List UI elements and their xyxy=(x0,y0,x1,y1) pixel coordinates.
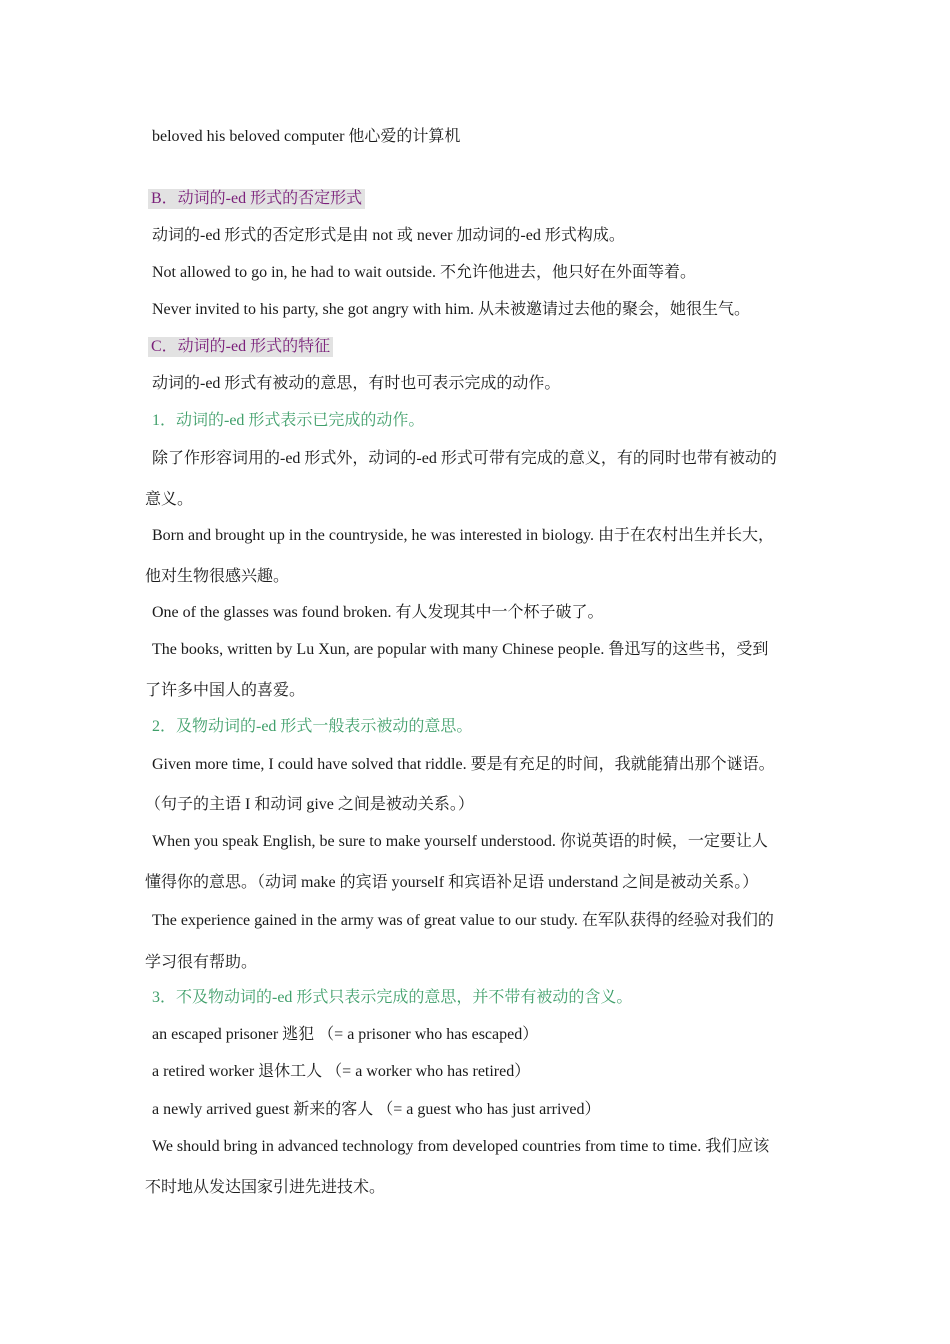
section-heading-c: C．动词的-ed 形式的特征 xyxy=(148,337,333,357)
text-line: 除了作形容词用的-ed 形式外，动词的-ed 形式可带有完成的意义，有的同时也带有被动的 xyxy=(152,450,777,467)
subheading-2: 2．及物动词的-ed 形式一般表示被动的意思。 xyxy=(152,718,473,735)
text-line: 了许多中国人的喜爱。 xyxy=(145,682,306,699)
text-line: 动词的-ed 形式有被动的意思，有时也可表示完成的动作。 xyxy=(152,375,561,392)
text-line: When you speak English, be sure to make yourself understood. 你说英语的时候，一定要让人 xyxy=(152,833,768,850)
text-line: an escaped prisoner 逃犯 （= a prisoner who has escaped） xyxy=(152,1026,539,1043)
text-line: Never invited to his party, she got angry with him. 从未被邀请过去他的聚会，她很生气。 xyxy=(152,301,751,318)
subheading-1: 1．动词的-ed 形式表示已完成的动作。 xyxy=(152,412,425,429)
text-line: 意义。 xyxy=(145,491,194,508)
text-line: a newly arrived guest 新来的客人 （= a guest who has just arrived） xyxy=(152,1101,601,1118)
text-line: We should bring in advanced technology from developed countries from time to time. 我们应该 xyxy=(152,1138,770,1155)
text-line: （句子的主语 I 和动词 give 之间是被动关系。） xyxy=(145,796,474,813)
text-line: 学习很有帮助。 xyxy=(145,954,258,971)
text-line: Given more time, I could have solved that riddle. 要是有充足的时间，我就能猜出那个谜语。 xyxy=(152,756,775,773)
text-line: Not allowed to go in, he had to wait outside. 不允许他进去，他只好在外面等着。 xyxy=(152,264,696,281)
text-line: 他对生物很感兴趣。 xyxy=(145,568,290,585)
text-line: beloved his beloved computer 他心爱的计算机 xyxy=(152,128,461,145)
text-line: The experience gained in the army was of great value to our study. 在军队获得的经验对我们的 xyxy=(152,912,774,929)
section-heading-b: B．动词的-ed 形式的否定形式 xyxy=(148,189,365,209)
text-line: 懂得你的意思。（动词 make 的宾语 yourself 和宾语补足语 understand 之间是被动关系。） xyxy=(145,874,759,891)
text-line: One of the glasses was found broken. 有人发现其中一个杯子破了。 xyxy=(152,604,604,621)
text-line: a retired worker 退休工人 （= a worker who has retired） xyxy=(152,1063,531,1080)
text-line: 动词的-ed 形式的否定形式是由 not 或 never 加动词的-ed 形式构成。 xyxy=(152,227,625,244)
text-line: Born and brought up in the countryside, he was interested in biology. 由于在农村出生并长大， xyxy=(152,527,774,544)
text-line: 不时地从发达国家引进先进技术。 xyxy=(145,1179,386,1196)
subheading-3: 3．不及物动词的-ed 形式只表示完成的意思，并不带有被动的含义。 xyxy=(152,989,633,1006)
text-line: The books, written by Lu Xun, are popular with many Chinese people. 鲁迅写的这些书，受到 xyxy=(152,641,769,658)
